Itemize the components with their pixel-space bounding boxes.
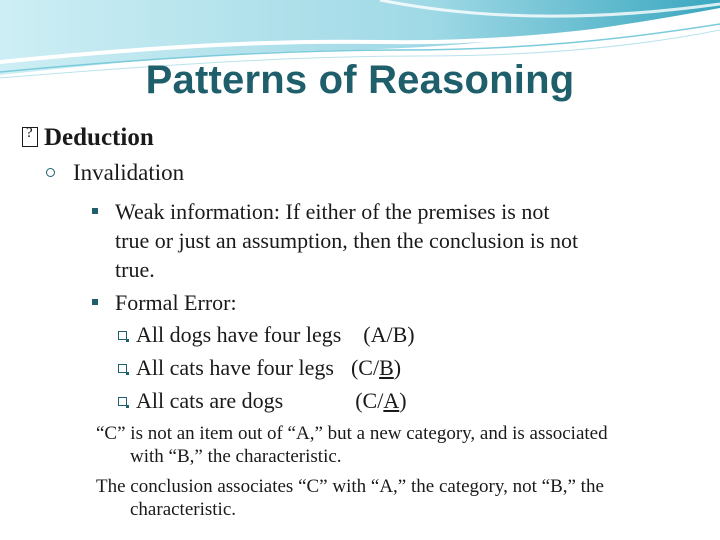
hollow-square-bullet-icon xyxy=(118,364,127,373)
syllogism-label-underlined: B xyxy=(379,355,394,380)
hollow-square-bullet-icon xyxy=(118,397,127,406)
bullet-weak-information xyxy=(92,197,692,284)
syllogism-line xyxy=(118,388,407,414)
syllogism-label-underlined: A xyxy=(383,388,400,413)
level1-label: Deduction xyxy=(44,124,154,151)
level2-label: Invalidation xyxy=(73,160,185,185)
bullet-line: Weak information: If either of the premises is not xyxy=(115,199,550,224)
bullet-line: true. xyxy=(115,257,155,282)
note-line: “C” is not an item out of “A,” but a new category, and is associated xyxy=(96,423,608,444)
syllogism-line xyxy=(118,355,401,381)
syllogism-statement: All cats are dogs xyxy=(136,388,284,413)
note-line: characteristic. xyxy=(130,499,237,520)
conclusion-note xyxy=(96,475,686,521)
bullet-line: Formal Error: xyxy=(115,290,237,315)
syllogism-label: B) xyxy=(392,322,415,347)
circle-bullet-icon xyxy=(46,168,55,177)
hollow-square-bullet-icon xyxy=(118,331,127,340)
note-line: The conclusion associates “C” with “A,” the category, not “B,” the xyxy=(96,476,604,497)
explanation-note xyxy=(96,422,686,468)
level1-item xyxy=(22,124,154,152)
note-line: with “B,” the characteristic. xyxy=(130,446,342,467)
syllogism-statement: All cats have four legs xyxy=(136,355,334,380)
syllogism-label: (C/ xyxy=(355,388,384,413)
square-bullet-icon xyxy=(92,299,98,305)
bullet-line: true or just an assumption, then the conclusion is not xyxy=(115,228,579,253)
syllogism-line xyxy=(118,322,415,348)
syllogism-label: (A/ xyxy=(363,322,393,347)
square-bullet-icon xyxy=(92,208,98,214)
checkbox-bullet-icon xyxy=(22,127,38,147)
syllogism-statement: All dogs have four legs xyxy=(136,322,342,347)
syllogism-label: (C/ xyxy=(350,355,380,380)
level2-item xyxy=(46,160,184,186)
syllogism-label: ) xyxy=(399,388,407,413)
slide-title: Patterns of Reasoning xyxy=(145,58,575,102)
syllogism-label: ) xyxy=(393,355,402,380)
bullet-formal-error xyxy=(92,288,692,317)
